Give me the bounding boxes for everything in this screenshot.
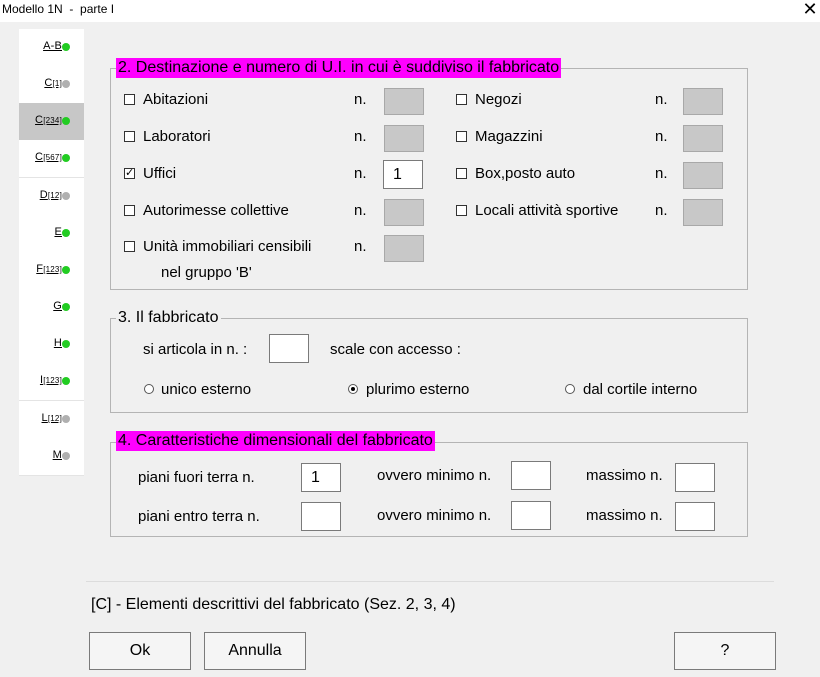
unita-checkbox[interactable]: [124, 241, 135, 252]
section-4-title: 4. Caratteristiche dimensionali del fabbricato: [118, 432, 433, 449]
sidebar-tab-letter: C: [35, 114, 44, 126]
sidebar-tab-h[interactable]: [19, 326, 84, 364]
sidebar-tab-letter: L: [41, 412, 48, 424]
section-caption: [C] - Elementi descrittivi del fabbricato (Sez. 2, 3, 4): [91, 596, 456, 613]
locali-count-field[interactable]: [683, 199, 723, 226]
sidebar-tab-i123[interactable]: [19, 363, 84, 401]
sidebar-tab-letter: C: [44, 77, 53, 89]
section-3-title: 3. Il fabbricato: [118, 309, 219, 326]
uffici-label: Uffici: [143, 165, 177, 182]
sidebar-tab-label: [54, 226, 62, 238]
sidebar-tab-subscript: [123]: [43, 265, 62, 274]
piani-fuori-label: piani fuori terra n.: [138, 469, 255, 486]
sidebar-tab-letter: I: [39, 374, 44, 386]
negozi-count-field[interactable]: [683, 88, 723, 115]
unita-n-label: n.: [354, 238, 367, 255]
sidebar-tab-ab[interactable]: [19, 29, 84, 67]
fuori-massimo-input[interactable]: [675, 463, 715, 492]
sidebar-tab-label: [35, 114, 62, 126]
entro-minimo-input[interactable]: [511, 501, 551, 530]
abitazioni-count-field[interactable]: [384, 88, 424, 115]
sidebar-tab-l12[interactable]: [19, 401, 84, 439]
unita-label-line2: nel gruppo 'B': [161, 264, 252, 281]
sidebar-tab-subscript: [1]: [52, 79, 62, 88]
status-dot-icon: [62, 229, 70, 237]
locali-n-label: n.: [655, 202, 668, 219]
sidebar-tab-f123[interactable]: [19, 252, 84, 290]
abitazioni-n-label: n.: [354, 91, 367, 108]
sidebar-tab-g[interactable]: [19, 289, 84, 327]
uffici-checkbox[interactable]: ✓: [125, 167, 135, 179]
status-dot-icon: [62, 266, 70, 274]
sidebar-tab-c1[interactable]: [19, 66, 84, 104]
autorimesse-count-field[interactable]: [384, 199, 424, 226]
status-dot-icon: [62, 415, 70, 423]
section-2-title: 2. Destinazione e numero di U.I. in cui è suddiviso il fabbricato: [118, 59, 560, 76]
sidebar-tab-subscript: [12]: [47, 191, 62, 200]
box-count-field[interactable]: [683, 162, 723, 189]
sidebar-tab-label: [35, 151, 62, 163]
annulla-button[interactable]: Annulla: [204, 632, 306, 670]
abitazioni-checkbox[interactable]: [124, 94, 135, 105]
laboratori-count-field[interactable]: [384, 125, 424, 152]
piani-fuori-input[interactable]: 1: [301, 463, 341, 492]
sidebar-tab-label: [53, 300, 62, 312]
scale-label: scale con accesso :: [330, 341, 461, 358]
radio-cortile-interno[interactable]: [565, 384, 575, 394]
sidebar-tab-e[interactable]: [19, 215, 84, 253]
box-n-label: n.: [655, 165, 668, 182]
status-dot-icon: [62, 452, 70, 460]
laboratori-label: Laboratori: [143, 128, 211, 145]
autorimesse-n-label: n.: [354, 202, 367, 219]
title-bar: [0, 0, 820, 22]
laboratori-checkbox[interactable]: [124, 131, 135, 142]
abitazioni-label: Abitazioni: [143, 91, 209, 108]
status-dot-icon: [62, 340, 70, 348]
locali-checkbox[interactable]: [456, 205, 467, 216]
status-dot-icon: [62, 154, 70, 162]
sidebar-tab-subscript: [234]: [43, 116, 62, 125]
entro-massimo-input[interactable]: [675, 502, 715, 531]
help-button[interactable]: ?: [674, 632, 776, 670]
negozi-n-label: n.: [655, 91, 668, 108]
negozi-checkbox[interactable]: [456, 94, 467, 105]
sidebar-tab-letter: D: [39, 189, 48, 201]
fuori-massimo-label: massimo n.: [586, 467, 663, 484]
sidebar-tab-letter: A-B: [43, 40, 62, 52]
magazzini-checkbox[interactable]: [456, 131, 467, 142]
radio-plurimo-esterno-label: plurimo esterno: [366, 381, 470, 398]
footer-divider: [86, 581, 774, 582]
close-icon[interactable]: ✕: [802, 0, 818, 19]
sidebar-tab-letter: H: [53, 337, 62, 349]
status-dot-icon: [62, 80, 70, 88]
fuori-minimo-input[interactable]: [511, 461, 551, 490]
radio-plurimo-esterno[interactable]: [348, 384, 358, 394]
sidebar-tab-c567[interactable]: [19, 140, 84, 178]
laboratori-n-label: n.: [354, 128, 367, 145]
magazzini-n-label: n.: [655, 128, 668, 145]
fuori-minimo-label: ovvero minimo n.: [377, 467, 492, 484]
radio-unico-esterno[interactable]: [144, 384, 154, 394]
autorimesse-checkbox[interactable]: [124, 205, 135, 216]
radio-cortile-interno-label: dal cortile interno: [583, 381, 698, 398]
sidebar-tab-letter: C: [35, 151, 44, 163]
uffici-n-label: n.: [354, 165, 367, 182]
negozi-label: Negozi: [475, 91, 522, 108]
entro-minimo-label: ovvero minimo n.: [377, 507, 492, 524]
sidebar-tab-label: [43, 40, 62, 52]
sidebar-tab-label: [40, 189, 62, 201]
articola-label: si articola in n. :: [143, 341, 248, 358]
sidebar-tab-subscript: [567]: [43, 153, 62, 162]
sidebar-tab-letter: F: [36, 263, 44, 275]
magazzini-label: Magazzini: [475, 128, 543, 145]
unita-count-field[interactable]: [384, 235, 424, 262]
sidebar-tab-label: [44, 77, 62, 89]
window-title: Modello 1N - parte I: [2, 2, 115, 16]
sidebar-tab-label: [54, 337, 62, 349]
radio-unico-esterno-label: unico esterno: [161, 381, 252, 398]
piani-entro-label: piani entro terra n.: [138, 508, 260, 525]
sidebar-tab-label: [53, 449, 62, 461]
status-dot-icon: [62, 192, 70, 200]
entro-massimo-label: massimo n.: [586, 507, 663, 524]
piani-entro-input[interactable]: [301, 502, 341, 531]
sidebar-tab-c234[interactable]: [19, 103, 84, 141]
sidebar-tab-d12[interactable]: [19, 178, 84, 216]
articola-input[interactable]: [269, 334, 309, 363]
magazzini-count-field[interactable]: [683, 125, 723, 152]
status-dot-icon: [62, 43, 70, 51]
uffici-count-input[interactable]: 1: [383, 160, 423, 189]
sidebar-tab-m[interactable]: [19, 438, 84, 476]
sidebar-tab-subscript: [123]: [43, 376, 62, 385]
box-label: Box,posto auto: [475, 165, 576, 182]
autorimesse-label: Autorimesse collettive: [143, 202, 289, 219]
sidebar-tab-letter: G: [53, 300, 62, 312]
status-dot-icon: [62, 117, 70, 125]
unita-label: Unità immobiliari censibili: [143, 238, 312, 255]
ok-button[interactable]: Ok: [89, 632, 191, 670]
sidebar-tab-letter: M: [52, 449, 62, 461]
sidebar-tab-letter: E: [54, 226, 62, 238]
box-checkbox[interactable]: [456, 168, 467, 179]
locali-label: Locali attività sportive: [475, 202, 619, 219]
sidebar-tab-label: [36, 263, 62, 275]
sidebar-tab-label: [42, 412, 62, 424]
sidebar-tab-label: [40, 374, 62, 386]
status-dot-icon: [62, 303, 70, 311]
sidebar-tab-subscript: [12]: [47, 414, 62, 423]
status-dot-icon: [62, 377, 70, 385]
